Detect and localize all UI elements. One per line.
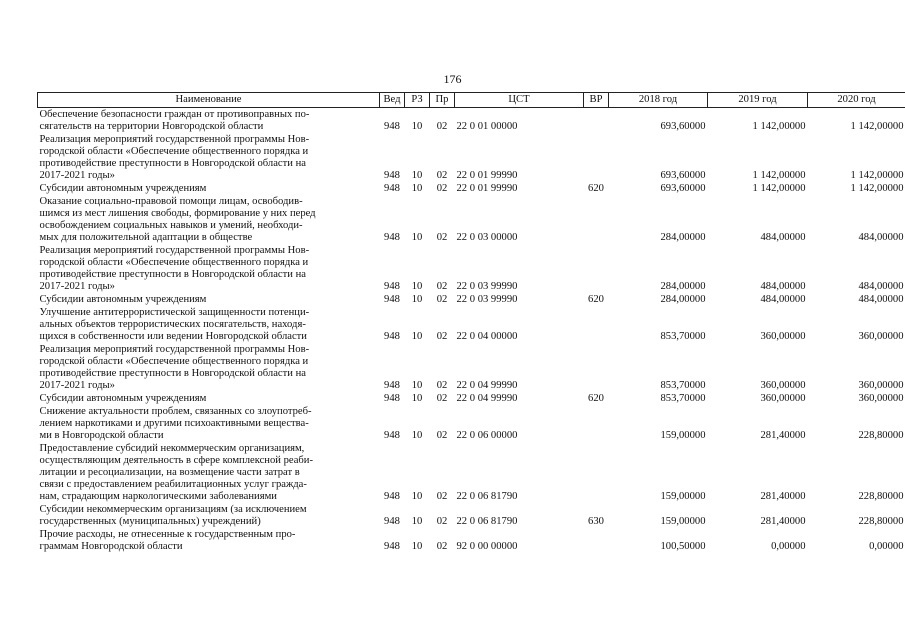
cell-pr: 02: [436, 232, 448, 243]
table-row: [38, 108, 905, 134]
cell-y2020: 1 142,00000: [850, 121, 904, 132]
cell-ved: 948: [384, 281, 400, 292]
cell-rz: 10: [411, 331, 423, 342]
cell-name: Субсидии автономным учреждениям: [39, 183, 207, 194]
page-number: 176: [443, 72, 462, 86]
header-ved: Вед: [380, 93, 405, 108]
cell-name: Улучшение антитеррористической защищенности потенци- альных объектов террористических посягательств, находя- щихся в собственности или ведении Новгородской области: [39, 307, 310, 342]
cell-vr: [584, 405, 609, 442]
cell-y2020: 360,00000: [858, 393, 904, 404]
cell-vr: [584, 195, 609, 244]
cell-rz: 10: [411, 541, 423, 552]
cell-ved: 948: [384, 170, 400, 181]
cell-y2020: 484,00000: [858, 232, 904, 243]
cell-y2018: 284,00000: [660, 294, 706, 305]
cell-cst: 22 0 06 00000: [456, 430, 518, 441]
cell-y2019: 484,00000: [760, 232, 806, 243]
cell-vr: [584, 244, 609, 293]
cell-name: Оказание социально-правовой помощи лицам, освободив- шимся из мест лишения свободы, формирование у них перед освобождением социальных навыков и умений, необходи- мых для положительной адаптации в обществе: [39, 196, 316, 243]
cell-cst: 92 0 00 00000: [456, 541, 518, 552]
cell-ved: 948: [384, 331, 400, 342]
cell-rz: 10: [411, 393, 423, 404]
cell-pr: 02: [436, 294, 448, 305]
cell-y2020: 1 142,00000: [850, 170, 904, 181]
cell-name: Реализация мероприятий государственной программы Нов- городской области «Обеспечение общественного порядка и противодействие преступности в Новгородской области на 2017-2021 годы»: [39, 134, 310, 181]
cell-rz: 10: [411, 516, 423, 527]
table-row: [38, 442, 905, 503]
cell-name: Реализация мероприятий государственной программы Нов- городской области «Обеспечение общественного порядка и противодействие преступности в Новгородской области на 2017-2021 годы»: [39, 344, 310, 391]
cell-y2018: 693,60000: [660, 121, 706, 132]
cell-cst: 22 0 01 99990: [456, 183, 518, 194]
cell-ved: 948: [384, 430, 400, 441]
cell-rz: 10: [411, 170, 423, 181]
cell-vr: 630: [588, 516, 604, 527]
cell-vr: [584, 528, 609, 553]
cell-name: Реализация мероприятий государственной программы Нов- городской области «Обеспечение общественного порядка и противодействие преступности в Новгородской области на 2017-2021 годы»: [39, 245, 310, 292]
cell-rz: 10: [411, 294, 423, 305]
cell-ved: 948: [384, 183, 400, 194]
cell-y2018: 159,00000: [660, 516, 706, 527]
cell-y2019: 484,00000: [760, 294, 806, 305]
cell-vr: [584, 306, 609, 343]
header-name: Наименование: [38, 93, 380, 108]
cell-name: Субсидии автономным учреждениям: [39, 294, 207, 305]
header-pr: Пр: [430, 93, 455, 108]
table-row: [38, 405, 905, 442]
cell-y2020: 360,00000: [858, 380, 904, 391]
cell-pr: 02: [436, 281, 448, 292]
cell-name: Обеспечение безопасности граждан от противоправных по- сягательств на территории Новгородской области: [39, 109, 310, 132]
table-row: [38, 306, 905, 343]
cell-rz: 10: [411, 183, 423, 194]
cell-ved: 948: [384, 294, 400, 305]
cell-cst: 22 0 01 00000: [456, 121, 518, 132]
cell-cst: 22 0 04 99990: [456, 393, 518, 404]
table-row: [38, 244, 905, 293]
cell-y2019: 360,00000: [760, 380, 806, 391]
cell-vr: [584, 133, 609, 182]
cell-y2020: 1 142,00000: [850, 183, 904, 194]
header-2018: 2018 год: [609, 93, 708, 108]
cell-name: Прочие расходы, не отнесенные к государственным про- граммам Новгородской области: [39, 529, 296, 552]
cell-pr: 02: [436, 121, 448, 132]
cell-ved: 948: [384, 516, 400, 527]
cell-rz: 10: [411, 380, 423, 391]
cell-ved: 948: [384, 380, 400, 391]
cell-pr: 02: [436, 393, 448, 404]
cell-vr: 620: [588, 294, 604, 305]
cell-name: Снижение актуальности проблем, связанных со злоупотреб- лением наркотиками и другими психоактивными вещества- ми в Новгородской области: [39, 406, 312, 441]
cell-vr: 620: [588, 393, 604, 404]
cell-ved: 948: [384, 393, 400, 404]
cell-y2018: 159,00000: [660, 491, 706, 502]
table-row: [38, 528, 905, 553]
table-row: [38, 392, 905, 405]
cell-vr: [584, 442, 609, 503]
cell-y2018: 284,00000: [660, 232, 706, 243]
cell-y2019: 0,00000: [771, 541, 806, 552]
budget-table: [37, 92, 905, 553]
table-header-row: [38, 93, 905, 108]
table-row: [38, 343, 905, 392]
cell-y2019: 360,00000: [760, 331, 806, 342]
cell-vr: [584, 108, 609, 134]
cell-pr: 02: [436, 170, 448, 181]
cell-pr: 02: [436, 516, 448, 527]
cell-rz: 10: [411, 232, 423, 243]
cell-y2018: 284,00000: [660, 281, 706, 292]
cell-rz: 10: [411, 491, 423, 502]
cell-y2020: 484,00000: [858, 294, 904, 305]
cell-ved: 948: [384, 121, 400, 132]
cell-name: Субсидии автономным учреждениям: [39, 393, 207, 404]
cell-cst: 22 0 04 00000: [456, 331, 518, 342]
cell-y2020: 228,80000: [858, 491, 904, 502]
cell-pr: 02: [436, 380, 448, 391]
cell-y2019: 1 142,00000: [752, 183, 806, 194]
cell-y2019: 360,00000: [760, 393, 806, 404]
cell-rz: 10: [411, 430, 423, 441]
cell-vr: [584, 343, 609, 392]
header-2019: 2019 год: [708, 93, 808, 108]
cell-pr: 02: [436, 541, 448, 552]
cell-y2018: 693,60000: [660, 183, 706, 194]
cell-pr: 02: [436, 331, 448, 342]
cell-rz: 10: [411, 121, 423, 132]
cell-y2019: 484,00000: [760, 281, 806, 292]
table-row: [38, 133, 905, 182]
cell-pr: 02: [436, 183, 448, 194]
cell-y2018: 693,60000: [660, 170, 706, 181]
cell-cst: 22 0 03 99990: [456, 281, 518, 292]
cell-pr: 02: [436, 430, 448, 441]
cell-ved: 948: [384, 491, 400, 502]
cell-y2018: 159,00000: [660, 430, 706, 441]
header-2020: 2020 год: [808, 93, 905, 108]
header-cst: ЦСТ: [455, 93, 584, 108]
cell-name: Субсидии некоммерческим организациям (за исключением государственных (муниципальных) учреждений): [39, 504, 307, 527]
cell-pr: 02: [436, 491, 448, 502]
cell-cst: 22 0 03 99990: [456, 294, 518, 305]
cell-y2019: 1 142,00000: [752, 170, 806, 181]
cell-y2019: 281,40000: [760, 430, 806, 441]
cell-rz: 10: [411, 281, 423, 292]
cell-y2019: 1 142,00000: [752, 121, 806, 132]
header-rz: РЗ: [405, 93, 430, 108]
header-vr: ВР: [584, 93, 609, 108]
table-row: [38, 503, 905, 528]
cell-y2019: 281,40000: [760, 491, 806, 502]
cell-cst: 22 0 03 00000: [456, 232, 518, 243]
table-row: [38, 293, 905, 306]
table-row: [38, 182, 905, 195]
cell-y2020: 484,00000: [858, 281, 904, 292]
cell-y2018: 853,70000: [660, 331, 706, 342]
cell-cst: 22 0 01 99990: [456, 170, 518, 181]
cell-ved: 948: [384, 541, 400, 552]
cell-y2020: 228,80000: [858, 516, 904, 527]
cell-ved: 948: [384, 232, 400, 243]
cell-y2018: 100,50000: [660, 541, 706, 552]
cell-cst: 22 0 06 81790: [456, 516, 518, 527]
cell-y2018: 853,70000: [660, 380, 706, 391]
cell-name: Предоставление субсидий некоммерческим организациям, осуществляющим деятельность в сфере комплексной реаби- литации и ресоциализации, на возмещение части затрат в связи с предоставлением реабилитационных услуг гражда- нам, страдающим наркологическими заболеваниями: [39, 443, 313, 502]
cell-cst: 22 0 06 81790: [456, 491, 518, 502]
cell-cst: 22 0 04 99990: [456, 380, 518, 391]
cell-vr: 620: [588, 183, 604, 194]
cell-y2019: 281,40000: [760, 516, 806, 527]
cell-y2020: 0,00000: [869, 541, 904, 552]
cell-y2020: 360,00000: [858, 331, 904, 342]
table-row: [38, 195, 905, 244]
cell-y2020: 228,80000: [858, 430, 904, 441]
cell-y2018: 853,70000: [660, 393, 706, 404]
